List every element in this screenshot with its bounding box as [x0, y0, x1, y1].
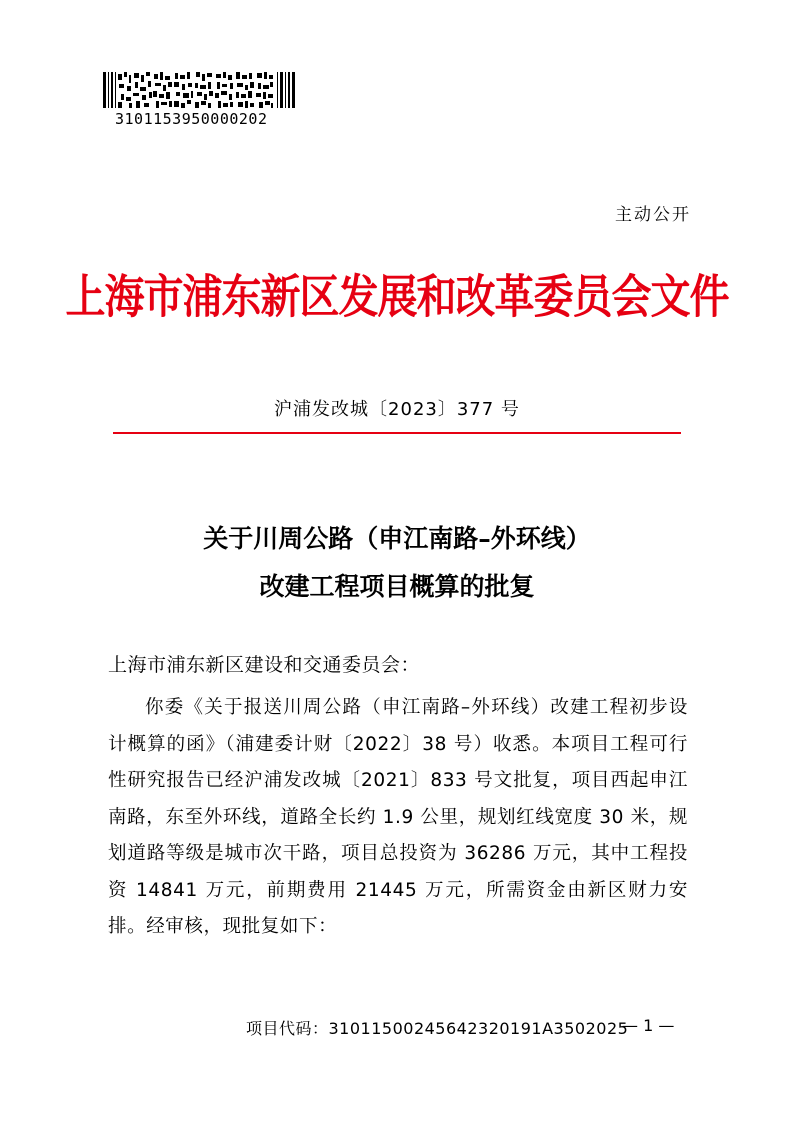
red-divider — [113, 432, 681, 434]
document-title — [0, 515, 794, 611]
document-title-line-1: 关于川周公路（申江南路–外环线） — [203, 524, 591, 553]
issuer-heading: 上海市浦东新区发展和改革委员会文件 — [65, 269, 729, 324]
barcode-number: 3101153950000202 — [115, 110, 268, 128]
project-code: 项目代码：31011500245642320191A3502025 — [246, 1019, 629, 1038]
recipient-line: 上海市浦东新区建设和交通委员会： — [108, 654, 421, 676]
document-number: 沪浦发改城〔2023〕377 号 — [274, 399, 520, 420]
page-number: — 1 — — [622, 1016, 675, 1035]
body-paragraph: 你委《关于报送川周公路（申江南路–外环线）改建工程初步设计概算的函》（浦建委计财〔2022〕38 号）收悉。本项目工程可行性研究报告已经沪浦发改城〔2021〕833 号文批复，项目西起申江南路，东至外环线，道路全长约 1.9 公里，规划红线宽度 30 米，规划道路等级是城市次干路，项目总投资为 36286 万元，其中工程投资 14841 万元，前期费用 21445 万元，所需资金由新区财力安排。经审核，现批复如下： — [108, 697, 688, 937]
barcode — [103, 72, 295, 108]
document-title-line-2: 改建工程项目概算的批复 — [259, 572, 535, 601]
disclosure-label: 主动公开 — [615, 205, 691, 225]
